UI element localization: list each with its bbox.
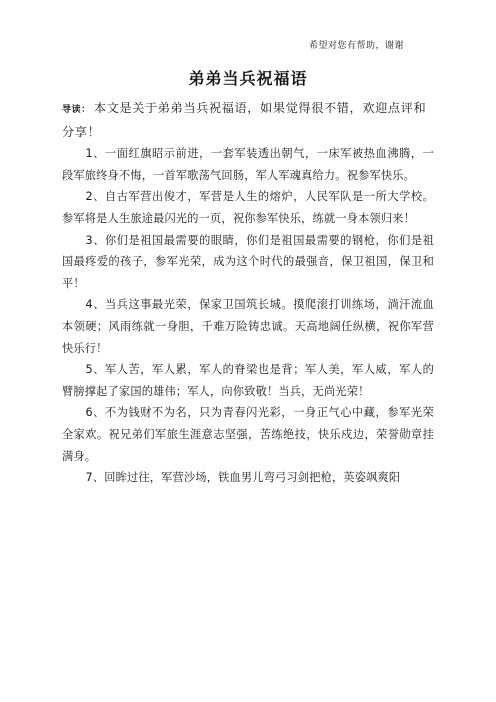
intro-text: 本文是关于弟弟当兵祝福语，如果觉得很不错，欢迎点评和分享！: [62, 101, 427, 139]
intro-paragraph: [62, 98, 434, 143]
paragraph-4: 4、当兵这事最光荣，保家卫国筑长城。摸爬滚打训练场，淌汗流血本领硬；风雨练就一身胆，千难万险铸忠诚。天高地阔任纵横，祝你军营快乐行！: [62, 298, 434, 355]
document-body: [62, 98, 434, 489]
header-note: 希望对您有帮助，谢谢: [308, 41, 404, 51]
paragraph-7: 7、回眸过往，军营沙场，铁血男儿弯弓习剑把枪，英姿飒爽阳: [85, 471, 401, 485]
page-title: 弟弟当兵祝福语: [188, 69, 308, 88]
paragraph-2: 2、自古军营出俊才，军营是人生的熔炉，人民军队是一所大学校。参军将是人生旅途最闪光的一页，祝你参军快乐，练就一身本领归来！: [62, 190, 434, 225]
paragraph-1: 1、一面红旗昭示前进，一套军装透出朝气，一床军被热血沸腾，一段军旅终身不悔，一首军歌荡气回肠，军人军魂真给力。祝参军快乐。: [62, 147, 434, 182]
paragraph-3: 3、你们是祖国最需要的眼睛，你们是祖国最需要的钢枪，你们是祖国最疼爱的孩子，参军光荣，成为这个时代的最强音，保卫祖国，保卫和平！: [62, 233, 434, 290]
paragraph-6: 6、不为钱财不为名，只为青春闪光彩，一身正气心中藏，参军光荣全家欢。祝兄弟们军旅生涯意志坚强，苦练绝技，快乐戍边，荣誉勋章挂满身。: [62, 406, 434, 463]
intro-label: 导读：: [62, 105, 91, 115]
paragraph-5: 5、军人苦，军人累，军人的脊梁也是背；军人美，军人威，军人的臂膀撑起了家国的雄伟；军人，向你致敬！当兵，无尚光荣！: [62, 363, 434, 398]
